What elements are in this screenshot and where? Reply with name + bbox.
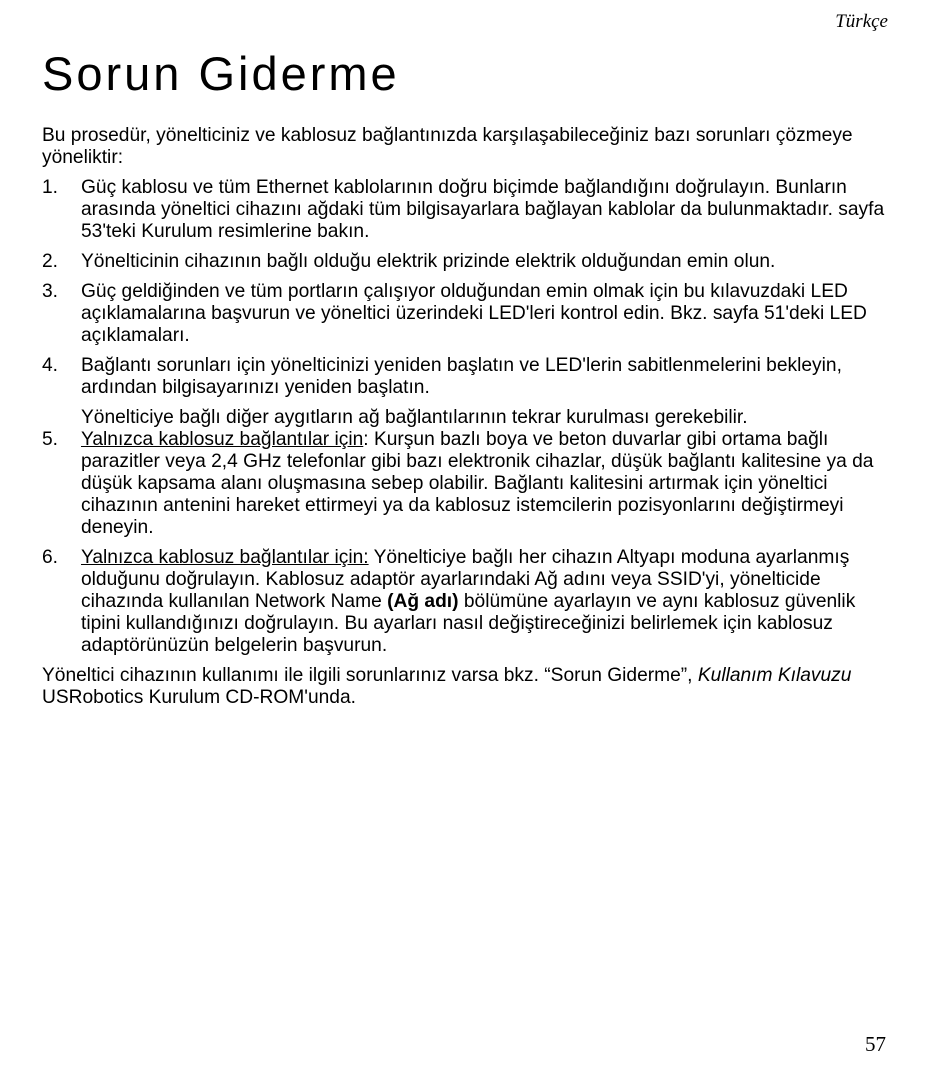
page-title: Sorun Giderme: [42, 47, 400, 100]
closing-text: USRobotics Kurulum CD-ROM'unda.: [42, 665, 863, 708]
user-guide-reference: Kullanım Kılavuzu: [697, 665, 852, 686]
list-item-text: bölümüne ayarlayın ve aynı kablosuz güvenlik tipini kullandığınızı doğrulayın. Bu ayarları nasıl değiştireceğinizi belirlemek için kablosuz adaptörünüzün belgelerin başvurun.: [81, 591, 856, 656]
list-item-text: Güç geldiğinden ve tüm portların çalışıyor olduğundan emin olmak için bu kılavuzdaki LED açıklamalarına başvurun ve yöneltici üzerindeki LED'leri kontrol edin. Bkz. sayfa 51'deki LED açıklamaları.: [81, 281, 867, 346]
closing-text: Yöneltici cihazının kullanımı ile ilgili sorunlarınız varsa bkz. “Sorun Giderme”,: [42, 665, 698, 686]
list-item-5: [42, 429, 897, 539]
list-item-text: Yönelticiye bağlı her cihazın Altyapı moduna ayarlanmış olduğunu doğrulayın. Kablosuz adaptör ayarlarındaki Ağ adını veya SSID'yi, yönelticide cihazında kullanılan Network Name: [81, 547, 850, 612]
list-item-text: : Kurşun bazlı boya ve beton duvarlar gibi ortama bağlı parazitler veya 2,4 GHz telefonlar gibi bazı elektronik cihazlar, düşük bağlantı kalitesine ya da düşük kapsama alanı oluşmasına sebep olabilir. Bağlantı kalitesini artırmak için yöneltici cihazının antenini hareket ettirmeyi ya da kablosuz istemcilerin pozisyonlarını değiştirmeyi deneyin.: [81, 429, 874, 538]
list-number: 5.: [42, 429, 59, 450]
closing-paragraph: [42, 665, 897, 709]
list-number: 3.: [42, 281, 59, 302]
list-item-text: Güç kablosu ve tüm Ethernet kablolarının doğru biçimde bağlandığını doğrulayın. Bunların arasında yöneltici cihazını ağdaki tüm bilgisayarlara bağlayan kablolar da bulunmaktadır. sayfa 53'teki Kurulum resimlerine bakın.: [81, 177, 885, 242]
list-number: 2.: [42, 251, 59, 272]
language-label: Türkçe: [835, 11, 888, 32]
list-number: 4.: [42, 355, 59, 376]
list-number: 6.: [42, 547, 59, 568]
list-item-text: Yönelticinin cihazının bağlı olduğu elektrik prizinde elektrik olduğundan emin olun.: [81, 251, 776, 272]
list-item-4: [42, 355, 897, 399]
list-item-text: Bağlantı sorunları için yönelticinizi yeniden başlatın ve LED'lerin sabitlenmelerini bekleyin, ardından bilgisayarınızı yeniden başlatın.: [81, 355, 842, 398]
network-name-bold: (Ağ adı): [387, 591, 459, 612]
wireless-only-label: Yalnızca kablosuz bağlantılar için:: [81, 547, 369, 568]
page-number: 57: [865, 1032, 886, 1056]
list-item-1: [42, 177, 897, 243]
list-item-4-note: Yönelticiye bağlı diğer aygıtların ağ bağlantılarının tekrar kurulması gerekebilir.: [81, 407, 748, 428]
wireless-only-label: Yalnızca kablosuz bağlantılar için: [81, 429, 364, 450]
document-body: [42, 125, 897, 709]
list-item-6: [42, 547, 897, 657]
list-number: 1.: [42, 177, 59, 198]
list-item-3: [42, 281, 897, 347]
list-item-2: [42, 251, 897, 273]
intro-paragraph: Bu prosedür, yönelticiniz ve kablosuz bağlantınızda karşılaşabileceğiniz bazı sorunları çözmeye yöneliktir:: [42, 125, 853, 168]
